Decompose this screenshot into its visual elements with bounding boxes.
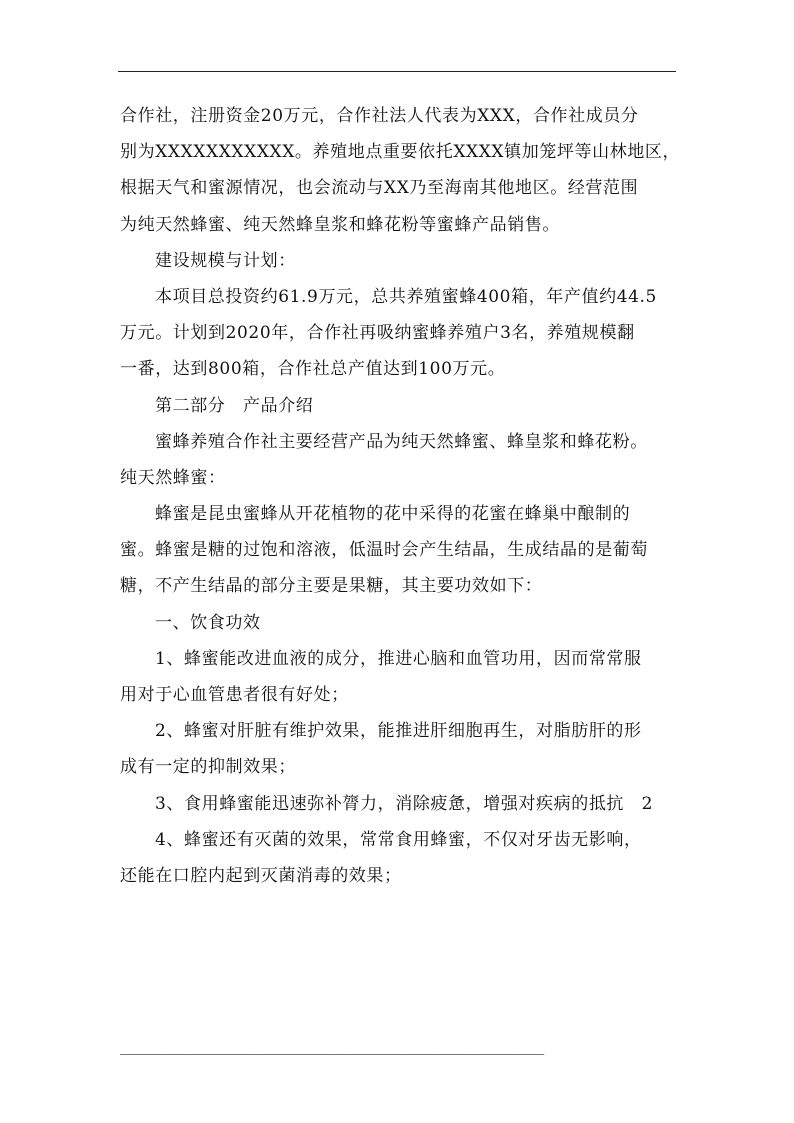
text-line: 蜜蜂养殖合作社主要经营产品为纯天然蜂蜜、蜂皇浆和蜂花粉。	[155, 431, 648, 452]
text-line: 4、蜂蜜还有灭菌的效果，常常食用蜂蜜，不仅对牙齿无影响，	[155, 829, 642, 850]
text-line: 合作社，注册资金20万元，合作社法人代表为XXX，合作社成员分	[120, 106, 639, 126]
header-rule	[118, 71, 676, 72]
text-line: 本项目总投资约61.9万元，总共养殖蜜蜂400箱，年产值约44.5	[155, 286, 657, 307]
text-line: 蜂蜜是昆虫蜜蜂从开花植物的花中采得的花蜜在蜂巢中酿制的	[155, 504, 631, 525]
text-line: 还能在口腔内起到灭菌消毒的效果；	[120, 865, 402, 886]
text-line: 建设规模与计划：	[155, 250, 296, 271]
text-line: 万元。计划到2020年，合作社再吸纳蜜蜂养殖户3名，养殖规模翻	[120, 323, 635, 344]
text-line: 3、食用蜂蜜能迅速弥补膂力，消除疲惫，增强对疾病的抵抗 2	[155, 793, 654, 814]
footer-rule: _______________________________________________	[120, 1036, 544, 1055]
text-line: 别为XXXXXXXXXXX。养殖地点重要依托XXXX镇加笼坪等山林地区，	[120, 142, 681, 163]
text-line: 用对于心血管患者很有好处；	[120, 685, 349, 705]
text-line: 2、蜂蜜对肝脏有维护效果，能推进肝细胞再生，对脂肪肝的形	[155, 721, 642, 742]
text-line: 根据天气和蜜源情况，也会流动与XX乃至海南其他地区。经营范围	[120, 178, 639, 199]
text-line: 第二部分 产品介绍	[155, 395, 314, 416]
text-line: 成有一定的抑制效果；	[120, 757, 296, 778]
text-line: 1、蜂蜜能改进血液的成分，推进心脑和血管功用，因而常常服	[155, 648, 642, 669]
text-line: 纯天然蜂蜜：	[120, 467, 226, 488]
text-line: 糖，不产生结晶的部分主要是果糖，其主要功效如下：	[120, 576, 543, 597]
document-body	[120, 98, 690, 894]
text-line: 蜜。蜂蜜是糖的过饱和溶液，低温时会产生结晶，生成结晶的是葡萄	[120, 540, 648, 561]
text-line: 一番，达到800箱，合作社总产值达到100万元。	[120, 359, 506, 380]
text-line: 一、饮食功效	[155, 612, 261, 633]
text-line: 为纯天然蜂蜜、纯天然蜂皇浆和蜂花粉等蜜蜂产品销售。	[120, 214, 560, 235]
